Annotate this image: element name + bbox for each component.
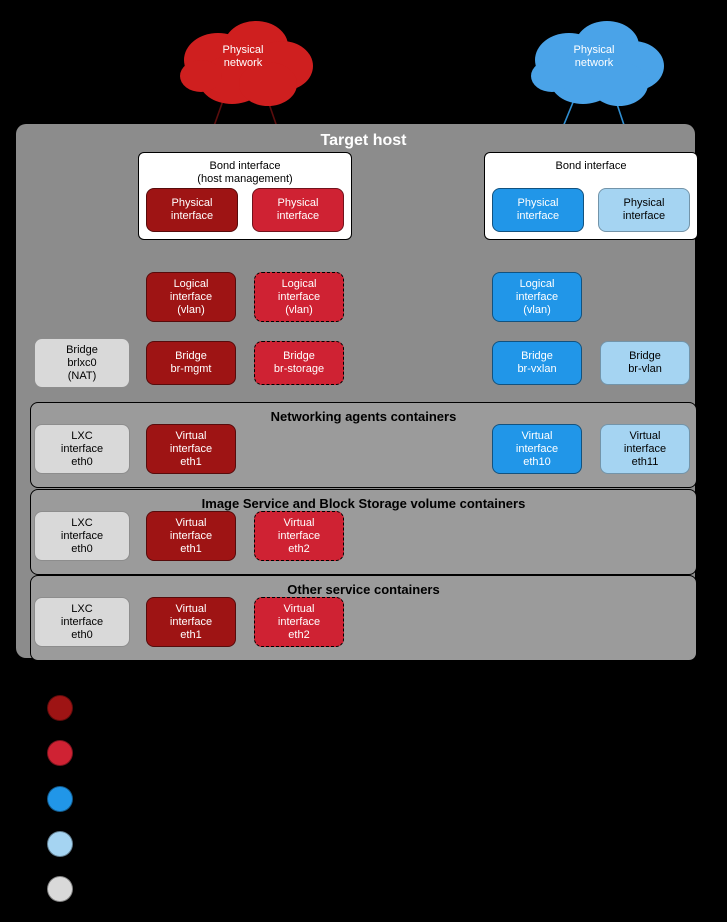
img-eth2 — [254, 511, 344, 561]
cloud-left-label: Physical network — [222, 44, 264, 69]
group-other-services — [30, 575, 697, 661]
img-eth0 — [34, 511, 130, 561]
bridge-vlan-label: Bridge br-vlan — [628, 350, 662, 375]
logical-2 — [254, 272, 344, 322]
logical-1 — [146, 272, 236, 322]
net-eth0-label: LXC interface eth0 — [60, 429, 104, 468]
bridge-lxc — [34, 338, 130, 388]
bridge-lxc-label: Bridge brlxc0 (NAT) — [66, 343, 98, 382]
group-image-block-storage — [30, 489, 697, 575]
oth-eth1-label: Virtual interface eth1 — [169, 602, 213, 641]
legend-1-swatch — [47, 695, 73, 721]
phys-if-2-label: Physical interface — [276, 197, 320, 222]
logical-3-label: Logical interface (vlan) — [515, 277, 559, 316]
net-eth1-label: Virtual interface eth1 — [169, 429, 213, 468]
legend-4-swatch — [47, 831, 73, 857]
img-eth1-label: Virtual interface eth1 — [169, 516, 213, 555]
cloud-physical-network-right — [521, 18, 671, 110]
img-eth2-label: Virtual interface eth2 — [277, 516, 321, 555]
phys-if-1-label: Physical interface — [170, 197, 214, 222]
oth-eth0 — [34, 597, 130, 647]
oth-eth2 — [254, 597, 344, 647]
bond-interface-left-label: Bond interface (host management) — [197, 160, 293, 185]
group-image-block-storage-title: Image Service and Block Storage volume containers — [201, 496, 526, 511]
net-eth10 — [492, 424, 582, 474]
img-eth0-label: LXC interface eth0 — [60, 516, 104, 555]
phys-if-2 — [252, 188, 344, 232]
net-eth11 — [600, 424, 690, 474]
cloud-right-label: Physical network — [573, 44, 615, 69]
logical-1-label: Logical interface (vlan) — [169, 277, 213, 316]
bridge-vxlan-label: Bridge br-vxlan — [517, 350, 557, 375]
phys-if-3-label: Physical interface — [516, 197, 560, 222]
legend-3-swatch — [47, 786, 73, 812]
page-title: Target host — [320, 132, 407, 149]
phys-if-4-label: Physical interface — [622, 197, 666, 222]
img-eth1 — [146, 511, 236, 561]
net-eth0 — [34, 424, 130, 474]
bridge-vxlan — [492, 341, 582, 385]
oth-eth2-label: Virtual interface eth2 — [277, 602, 321, 641]
logical-2-label: Logical interface (vlan) — [277, 277, 321, 316]
bridge-mgmt — [146, 341, 236, 385]
bridge-mgmt-label: Bridge br-mgmt — [170, 350, 212, 375]
phys-if-3 — [492, 188, 584, 232]
group-networking-agents — [30, 402, 697, 488]
bond-interface-right-label: Bond interface — [555, 160, 627, 172]
net-eth11-label: Virtual interface eth11 — [623, 429, 667, 468]
legend-2-swatch — [47, 740, 73, 766]
bridge-stor-label: Bridge br-storage — [273, 350, 325, 375]
cloud-physical-network-left — [170, 18, 320, 110]
net-eth10-label: Virtual interface eth10 — [515, 429, 559, 468]
group-networking-agents-title: Networking agents containers — [270, 409, 457, 424]
logical-3 — [492, 272, 582, 322]
bridge-vlan — [600, 341, 690, 385]
oth-eth0-label: LXC interface eth0 — [60, 602, 104, 641]
oth-eth1 — [146, 597, 236, 647]
bridge-stor — [254, 341, 344, 385]
legend-5-swatch — [47, 876, 73, 902]
group-other-services-title: Other service containers — [287, 582, 440, 597]
phys-if-1 — [146, 188, 238, 232]
phys-if-4 — [598, 188, 690, 232]
net-eth1 — [146, 424, 236, 474]
